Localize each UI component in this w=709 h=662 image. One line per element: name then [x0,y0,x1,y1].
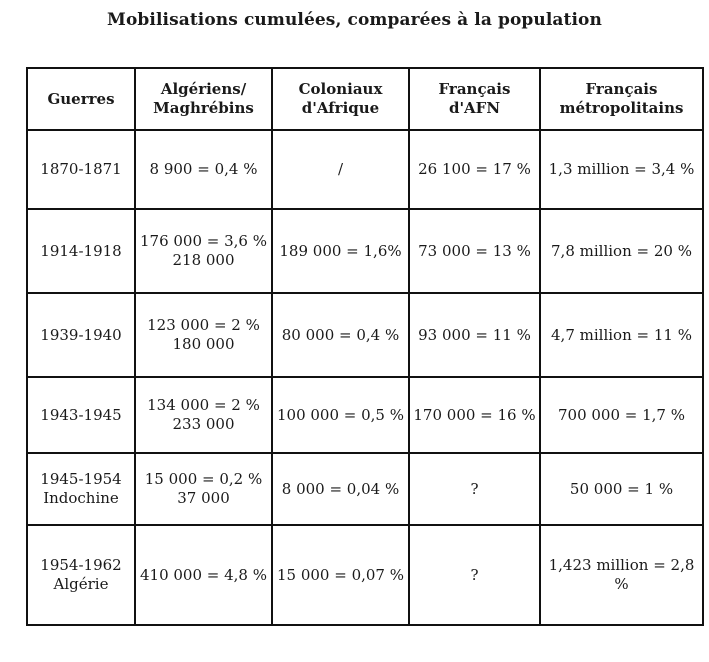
cell-francais-afn: ? [409,525,540,625]
cell-algeriens: 15 000 = 0,2 % 37 000 [135,453,272,525]
cell-francais-afn: 73 000 = 13 % [409,209,540,293]
mobilisation-table [26,67,704,626]
table-row [27,209,703,293]
cell-francais-afn: 93 000 = 11 % [409,293,540,377]
cell-francais-afn: 170 000 = 16 % [409,377,540,453]
header-algeriens: Algériens/ Maghrébins [135,68,272,130]
cell-algeriens: 134 000 = 2 % 233 000 [135,377,272,453]
cell-guerre: 1939-1940 [27,293,135,377]
page-title: Mobilisations cumulées, comparées à la population [107,10,602,30]
cell-algeriens: 123 000 = 2 % 180 000 [135,293,272,377]
table-row [27,453,703,525]
header-coloniaux: Coloniaux d'Afrique [272,68,409,130]
cell-algeriens: 176 000 = 3,6 % 218 000 [135,209,272,293]
cell-guerre: 1943-1945 [27,377,135,453]
table-header-row [27,68,703,130]
cell-guerre: 1870-1871 [27,130,135,209]
cell-coloniaux: 80 000 = 0,4 % [272,293,409,377]
cell-francais-metropolitains: 700 000 = 1,7 % [540,377,703,453]
cell-coloniaux: 189 000 = 1,6% [272,209,409,293]
header-guerres: Guerres [27,68,135,130]
cell-coloniaux: 8 000 = 0,04 % [272,453,409,525]
cell-guerre: 1945-1954 Indochine [27,453,135,525]
cell-algeriens: 410 000 = 4,8 % [135,525,272,625]
cell-francais-metropolitains: 50 000 = 1 % [540,453,703,525]
cell-francais-afn: 26 100 = 17 % [409,130,540,209]
cell-francais-afn: ? [409,453,540,525]
cell-coloniaux: / [272,130,409,209]
cell-coloniaux: 15 000 = 0,07 % [272,525,409,625]
cell-francais-metropolitains: 4,7 million = 11 % [540,293,703,377]
cell-francais-metropolitains: 1,3 million = 3,4 % [540,130,703,209]
cell-guerre: 1914-1918 [27,209,135,293]
table-row [27,130,703,209]
table-row [27,525,703,625]
cell-francais-metropolitains: 7,8 million = 20 % [540,209,703,293]
cell-guerre: 1954-1962 Algérie [27,525,135,625]
cell-coloniaux: 100 000 = 0,5 % [272,377,409,453]
cell-francais-metropolitains: 1,423 million = 2,8 % [540,525,703,625]
header-francais-metropolitains: Français métropolitains [540,68,703,130]
table-row [27,377,703,453]
cell-algeriens: 8 900 = 0,4 % [135,130,272,209]
table-row [27,293,703,377]
header-francais-afn: Français d'AFN [409,68,540,130]
